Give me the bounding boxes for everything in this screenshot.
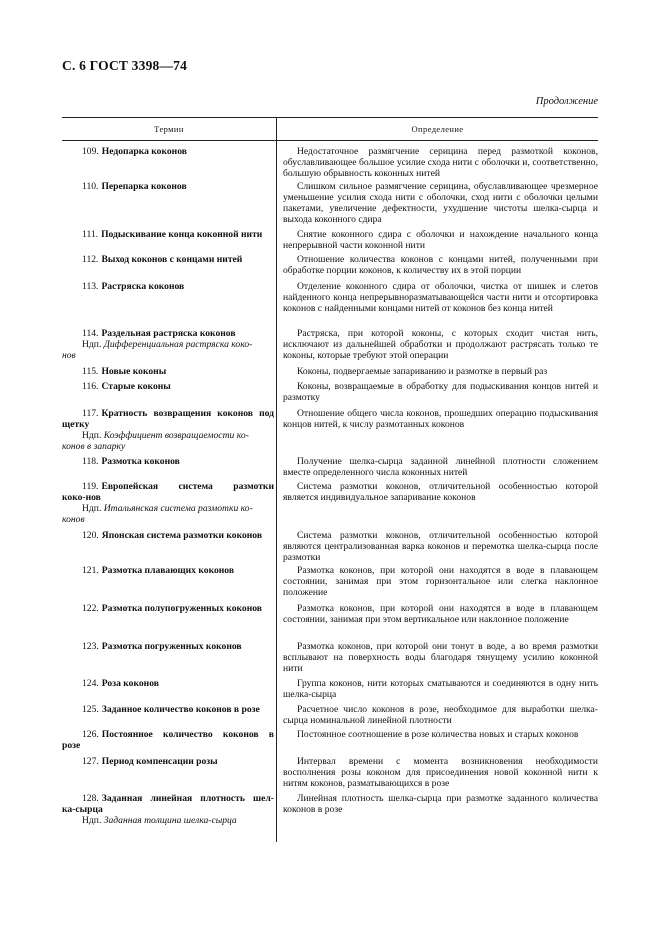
term-line <box>62 366 274 377</box>
term-number: 110. <box>82 181 99 192</box>
term-cell <box>62 456 274 467</box>
deprecated-term <box>62 503 274 514</box>
term-line <box>62 729 274 740</box>
term-cell <box>62 704 274 715</box>
table-header-rule <box>62 140 598 141</box>
deprecated-term-text: Заданная толщина шелка-сырца <box>103 815 237 826</box>
definition-cell: Получение шелка-сырца заданной линейной плотности сложением вместе определенного числа коконных нитей <box>283 456 598 478</box>
term-name: Заданная линейная плотность шел- <box>101 793 274 804</box>
term-number: 117. <box>82 408 99 419</box>
deprecated-term <box>62 339 274 350</box>
term-line-continued <box>62 740 274 751</box>
term-name: Европейская система размотки <box>101 481 274 492</box>
term-line <box>62 328 274 339</box>
term-number: 128. <box>82 793 99 804</box>
deprecated-term-text: нов <box>62 350 76 361</box>
term-name: Период компенсации розы <box>101 756 218 767</box>
deprecated-term-text: Итальянская система размотки ко- <box>103 503 253 514</box>
term-name: Старые коконы <box>101 381 171 392</box>
deprecated-term-text: Дифференциальная растряска коко- <box>103 339 253 350</box>
term-cell <box>62 281 274 292</box>
term-line <box>62 793 274 804</box>
deprecated-prefix: Ндп. <box>82 503 102 514</box>
term-number: 122. <box>82 603 99 614</box>
deprecated-term-text: Коэффициент возвращаемости ко- <box>103 430 249 441</box>
definition-cell: Размотка коконов, при которой они находятся в воде в плавающем состоянии, занимая при этом вертикальное или наклонное положение <box>283 603 598 625</box>
deprecated-term-continued <box>62 514 274 525</box>
term-number: 125. <box>82 704 99 715</box>
page-header: С. 6 ГОСТ 3398—74 <box>62 58 188 73</box>
term-name: щетку <box>62 419 90 430</box>
term-name: Новые коконы <box>101 366 167 377</box>
term-cell <box>62 254 274 265</box>
definition-cell: Линейная плотность шелка-сырца при размотке заданного количества коконов в розе <box>283 793 598 815</box>
term-name: Заданное количество коконов в розе <box>101 704 260 715</box>
term-name: Растряска коконов <box>101 281 185 292</box>
term-name: ка-сырца <box>62 804 103 815</box>
term-line <box>62 229 274 240</box>
term-cell <box>62 565 274 576</box>
term-line-continued <box>62 419 274 430</box>
term-line <box>62 641 274 652</box>
term-cell <box>62 641 274 652</box>
definition-cell: Коконы, подвергаемые запариванию и размотке в первый раз <box>297 366 548 377</box>
deprecated-term-text: конов в запарку <box>62 441 126 452</box>
definition-cell: Отношение общего числа коконов, прошедших операцию подыскивания концов нитей, к числу размотанных коконов <box>283 408 598 430</box>
term-cell <box>62 366 274 377</box>
term-name: Недопарка коконов <box>101 146 187 157</box>
term-number: 116. <box>82 381 99 392</box>
term-name: Роза коконов <box>101 678 159 689</box>
term-cell <box>62 793 274 826</box>
term-name: Размотка коконов <box>101 456 180 467</box>
definition-cell: Слишком сильное размягчение серицина, обуславливающее чрезмерное уменьшение усилия схода нити с оболочки, сход нити с оболочки целыми пакетами, увеличение дефектности, ухудшение чистоты шелка-сырца и выхода коконного сдира <box>283 181 598 225</box>
deprecated-prefix: Ндп. <box>82 339 102 350</box>
term-cell <box>62 229 274 240</box>
deprecated-term <box>62 430 274 441</box>
term-name: Выход коконов с концами нитей <box>101 254 243 265</box>
term-line <box>62 408 274 419</box>
term-number: 119. <box>82 481 99 492</box>
term-name: Подыскивание конца коконной нити <box>101 229 263 240</box>
term-line <box>62 530 274 541</box>
definition-cell: Размотка коконов, при которой они находятся в воде в плавающем состоянии, занимая при этом горизонтальное или слегка наклонное положение <box>283 565 598 598</box>
term-line <box>62 678 274 689</box>
term-name: Постоянное количество коконов в <box>101 729 274 740</box>
term-number: 123. <box>82 641 99 652</box>
term-cell <box>62 756 274 767</box>
term-line <box>62 146 274 157</box>
deprecated-term-continued <box>62 441 274 452</box>
term-cell <box>62 381 274 392</box>
term-number: 115. <box>82 366 99 377</box>
term-line <box>62 603 274 614</box>
definition-cell: Расчетное число коконов в розе, необходимое для выработки шелка-сырца номинальной линейной плотности <box>283 704 598 726</box>
term-name: Перепарка коконов <box>101 181 187 192</box>
term-cell <box>62 146 274 157</box>
deprecated-term-continued <box>62 350 274 361</box>
term-name: Размотка погруженных коконов <box>101 641 242 652</box>
term-line <box>62 254 274 265</box>
definition-cell: Интервал времени с момента возникновения необходимости восполнения розы коконом для присоединения новой коконной нити к нитям коконов, разматывающихся в розе <box>283 756 598 789</box>
definition-cell: Система размотки коконов, отличительной особенностью которой являются централизованная варка коконов и перемотка шелка-сырца после размотки <box>283 530 598 563</box>
term-line-continued <box>62 492 274 503</box>
definition-cell: Растряска, при которой коконы, с которых сходит чистая нить, исключают из дальнейшей обработки и продолжают растрясать только те коконы, которые требуют этой операции <box>283 328 598 361</box>
definition-cell: Снятие коконного сдира с оболочки и нахождение начального конца непрерывной части коконной нити <box>283 229 598 251</box>
term-number: 121. <box>82 565 99 576</box>
column-divider <box>276 117 277 842</box>
definition-cell: Недостаточное размягчение серицина перед размоткой коконов, обуславливающее большое усилие схода нити с оболочки и, соответственно, большую обрывность коконных нитей <box>283 146 598 179</box>
term-line <box>62 756 274 767</box>
definition-cell: Группа коконов, нити которых сматываются и соединяются в одну нить шелка-сырца <box>283 678 598 700</box>
term-line <box>62 565 274 576</box>
term-name: Размотка плавающих коконов <box>101 565 235 576</box>
column-header-definition: Определение <box>411 124 464 134</box>
term-name: Раздельная растряска коконов <box>101 328 236 339</box>
deprecated-term <box>62 815 274 826</box>
term-line-continued <box>62 804 274 815</box>
term-number: 120. <box>82 530 99 541</box>
term-cell <box>62 678 274 689</box>
term-number: 126. <box>82 729 99 740</box>
deprecated-prefix: Ндп. <box>82 430 102 441</box>
definition-cell: Отношение количества коконов с концами нитей, полученными при обработке порции коконов, к количеству их в этой порции <box>283 254 598 276</box>
term-cell <box>62 530 274 541</box>
column-header-term: Термин <box>154 124 184 134</box>
term-number: 127. <box>82 756 99 767</box>
term-cell <box>62 603 274 614</box>
definition-cell: Постоянное соотношение в розе количества новых и старых коконов <box>297 729 579 740</box>
term-cell <box>62 181 274 192</box>
term-number: 113. <box>82 281 99 292</box>
term-line <box>62 481 274 492</box>
definition-cell: Коконы, возвращаемые в обработку для подыскивания концов нитей и размотку <box>283 381 598 403</box>
term-line <box>62 281 274 292</box>
term-number: 114. <box>82 328 99 339</box>
definition-cell: Размотка коконов, при которой они тонут в воде, а во время размотки всплывают на поверхность воды благодаря тянущему усилию коконной нити <box>283 641 598 674</box>
definition-cell: Отделение коконного сдира от оболочки, чистка от шишек и слетов найденного конца непрерывноразматывающейся части нити и отсортировка коконов с найденными концами нитей от коконов без конца нитей <box>283 281 598 314</box>
deprecated-term-text: конов <box>62 514 85 525</box>
term-cell <box>62 481 274 525</box>
term-name: коко-нов <box>62 492 101 503</box>
term-number: 112. <box>82 254 99 265</box>
continuation-label: Продолжение <box>535 96 598 107</box>
term-line <box>62 704 274 715</box>
term-name: Кратность возвращения коконов под <box>101 408 274 419</box>
term-name: Размотка полупогруженных коконов <box>101 603 262 614</box>
term-line <box>62 381 274 392</box>
term-number: 111. <box>82 229 99 240</box>
term-cell <box>62 408 274 452</box>
term-cell <box>62 328 274 361</box>
definition-cell: Система размотки коконов, отличительной особенностью которой является индивидуальное запаривание коконов <box>283 481 598 503</box>
deprecated-prefix: Ндп. <box>82 815 102 826</box>
term-number: 118. <box>82 456 99 467</box>
term-number: 124. <box>82 678 99 689</box>
term-number: 109. <box>82 146 99 157</box>
term-line <box>62 181 274 192</box>
term-name: розе <box>62 740 81 751</box>
term-line <box>62 456 274 467</box>
term-name: Японская система размотки коконов <box>101 530 263 541</box>
term-cell <box>62 729 274 751</box>
